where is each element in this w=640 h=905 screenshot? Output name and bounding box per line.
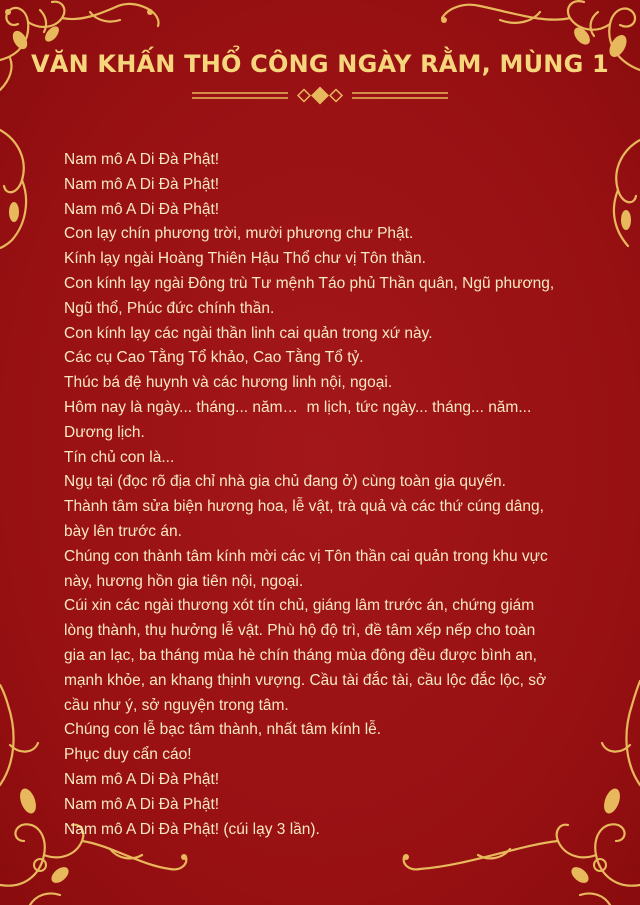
prayer-line: lòng thành, thụ hưởng lễ vật. Phù hộ độ trì, đề tâm xếp nếp cho toàn — [64, 622, 536, 640]
prayer-line: Dương lịch. — [64, 423, 145, 441]
prayer-line: bày lên trước án. — [64, 522, 182, 540]
prayer-line: Nam mô A Di Đà Phật! — [64, 795, 220, 813]
prayer-line: Kính lạy ngài Hoàng Thiên Hậu Thổ chư vị Tôn thần. — [64, 250, 426, 268]
prayer-line: Chúng con thành tâm kính mời các vị Tôn thần cai quản trong khu vực — [64, 547, 548, 565]
prayer-line: Nam mô A Di Đà Phật! — [64, 175, 220, 193]
prayer-line: Ngũ thổ, Phúc đức chính thần. — [64, 299, 275, 317]
title-divider — [192, 84, 448, 113]
prayer-line: này, hương hồn gia tiên nội, ngoại. — [64, 572, 304, 590]
page-title: VĂN KHẤN THỔ CÔNG NGÀY RẰM, MÙNG 1 — [31, 50, 609, 78]
prayer-line: Cúi xin các ngài thương xót tín chủ, giáng lâm trước án, chứng giám — [64, 597, 535, 615]
prayer-line: Nam mô A Di Đà Phật! — [64, 200, 220, 218]
prayer-line: Thành tâm sửa biện hương hoa, lễ vật, trà quả và các thứ cúng dâng, — [64, 498, 544, 516]
prayer-line: Tín chủ con là... — [64, 448, 175, 466]
prayer-line: Thúc bá đệ huynh và các hương linh nội, ngoại. — [64, 374, 393, 392]
prayer-line: Chúng con lễ bạc tâm thành, nhất tâm kính lễ. — [64, 721, 382, 739]
prayer-line: Con kính lạy ngài Đông trù Tư mệnh Táo phủ Thần quân, Ngũ phương, — [64, 274, 555, 292]
prayer-line: Phục duy cẩn cáo! — [64, 746, 192, 764]
prayer-line: Con kính lạy các ngài thần linh cai quản trong xứ này. — [64, 324, 433, 342]
prayer-line: Nam mô A Di Đà Phật! — [64, 151, 220, 168]
prayer-line: Nam mô A Di Đà Phật! (cúi lạy 3 lần). — [64, 820, 320, 838]
prayer-line: gia an lạc, ba tháng mùa hè chín tháng mùa đông đều được bình an, — [64, 646, 537, 664]
prayer-line: Con lạy chín phương trời, mười phương chư Phật. — [64, 225, 414, 243]
prayer-line: Các cụ Cao Tằng Tổ khảo, Cao Tằng Tổ tỷ. — [64, 349, 364, 367]
prayer-line: Ngụ tại (đọc rõ địa chỉ nhà gia chủ đang ở) cùng toàn gia quyến. — [64, 473, 506, 491]
prayer-line: mạnh khỏe, an khang thịnh vượng. Cầu tài đắc tài, cầu lộc đắc lộc, sở — [64, 671, 547, 689]
prayer-line: Nam mô A Di Đà Phật! — [64, 770, 220, 788]
prayer-text — [64, 148, 624, 842]
prayer-line: Hôm nay là ngày... tháng... năm… m lịch, tức ngày... tháng... năm... — [64, 398, 532, 416]
prayer-line: cầu như ý, sở nguyện trong tâm. — [64, 696, 289, 714]
side-ornament-left — [0, 120, 40, 260]
